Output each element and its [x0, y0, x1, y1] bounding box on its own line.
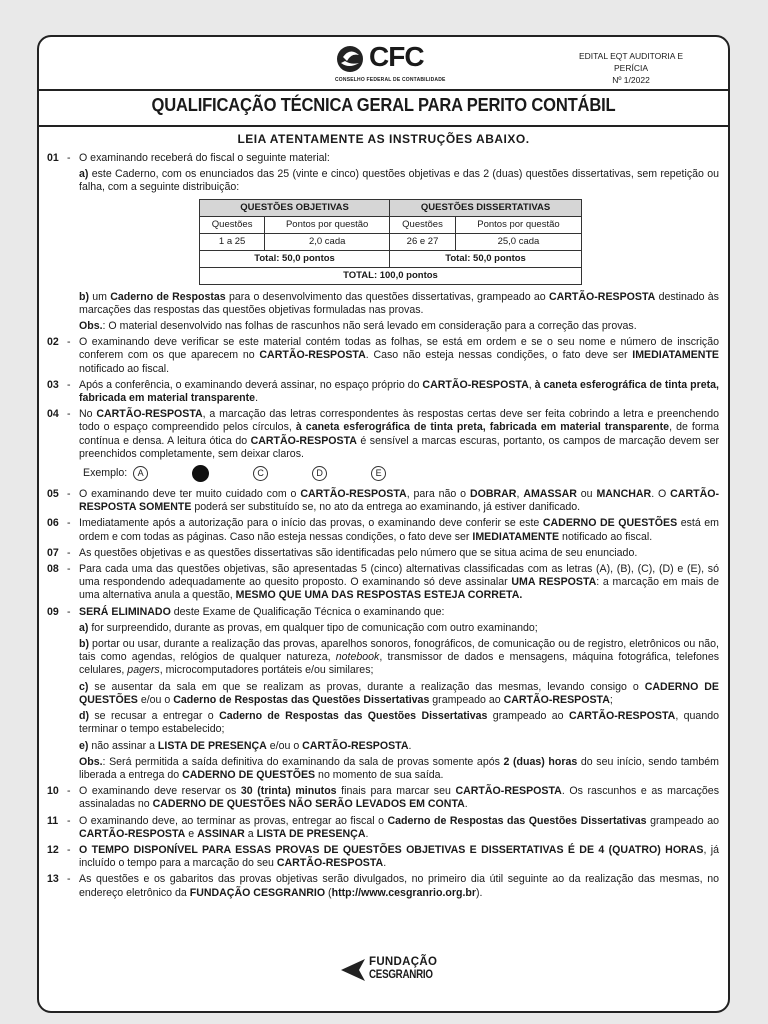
instruction-05: 05 - O examinando deve ter muito cuidado com o CARTÃO-RESPOSTA, para não o DOBRAR, AMASSAR ou MANCHAR. O CARTÃO-RESPOSTA SOMENTE poderá ser substituído se, no ato da entrega ao examinando, já estiver danificado. [47, 488, 719, 514]
instruction-03: 03 - Após a conferência, o examinando deverá assinar, no espaço próprio do CARTÃO-RESPOSTA, à caneta esferográfica de tinta preta, fabricada em material transparente. [47, 378, 719, 405]
table-col-pontos: Pontos por questão [265, 216, 390, 233]
page-title: QUALIFICAÇÃO TÉCNICA GERAL PARA PERITO CONTÁBIL [151, 95, 616, 115]
instructions [39, 132, 728, 903]
cesgranrio-logo [339, 951, 439, 1001]
instructions-heading: LEIA ATENTAMENTE AS INSTRUÇÕES ABAIXO. [237, 132, 530, 146]
cfc-logo [335, 43, 465, 87]
instruction-09: 09 - SERÁ ELIMINADO deste Exame de Qualificação Técnica o examinando que: a) for surpreendido, durante as provas, em qualquer tipo de comunicação com outro examinando; b) portar ou usar, durante a realização das provas, aparelhos sonoros, fonográficos, de comunicação ou de registro, eletrônicos ou não, tais como agendas, relógios de qualquer natureza, notebook, transmissor de dados e mensagens, máquina fotográfica, telefones celulares, pagers, microcomputadores portáteis e/ou similares; c) se ausentar da sala em que se realizam as provas, durante a realização das mesmas, levando consigo o CADERNO DE QUESTÕES e/ou o Caderno de Respostas das Questões Dissertativas grampeado ao CARTÃO-RESPOSTA; d) se recusar a entregar o Caderno de Respostas das Questões Dissertativas grampeado ao CARTÃO-RESPOSTA, quando terminar o tempo estabelecido; e) não assinar a LISTA DE PRESENÇA e/ou o CARTÃO-RESPOSTA. Obs.: Será permitida a saída definitiva do examinando da sala de provas somente após 2 (duas) horas do seu início, sendo também liberada a entrega do CADERNO DE QUESTÕES no momento de sua saída. [47, 605, 720, 781]
bubble-d: D [312, 466, 327, 481]
footer-line-2: CESGRANRIO [369, 969, 433, 981]
edital-info [551, 50, 701, 86]
distribution-table [199, 199, 582, 285]
instruction-10: 10 - O examinando deve reservar os 30 (trinta) minutos finais para marcar seu CARTÃO-RESPOSTA. Os rascunhos e as marcações assinaladas no CADERNO DE QUESTÕES NÃO SERÃO LEVADOS EM CONTA. [47, 785, 719, 811]
table-cell: 25,0 cada [455, 233, 581, 250]
edital-line-1: EDITAL EQT AUDITORIA E PERÍCIA [578, 51, 684, 73]
table-total: TOTAL: 100,0 pontos [200, 267, 582, 284]
bubble-e: E [371, 466, 386, 481]
example-label: Exemplo: [83, 466, 128, 479]
logo-text: CFC [369, 41, 424, 72]
instruction-12: 12 - O TEMPO DISPONÍVEL PARA ESSAS PROVAS DE QUESTÕES OBJETIVAS E DISSERTATIVAS É DE 4 (QUATRO) HORAS, já incluído o tempo para a marcação do seu CARTÃO-RESPOSTA. [47, 843, 719, 870]
table-cell: 26 e 27 [390, 233, 456, 250]
instruction-11: 11 - O examinando deve, ao terminar as provas, entregar ao fiscal o Caderno de Respostas das Questões Dissertativas grampeado ao CARTÃO-RESPOSTA e ASSINAR a LISTA DE PRESENÇA. [47, 814, 719, 840]
instruction-01: 01 - O examinando receberá do fiscal o seguinte material: a) este Caderno, com os enunciados das 25 (vinte e cinco) questões objetivas e das 2 (duas) questões dissertativas, sem repetição ou falha, com a seguinte distribuição: QUESTÕES OBJETIVAS QUESTÕES DISSERTATIVAS Questões Pontos por questão Questões Pontos por questão 1 a 25 2,0 cada 26 e 27 25,0 cada Total: 50,0 pontos Total: 50,0 pontos TOTAL: 100,0 pontos b) um Caderno de Respostas para o desenvolvimento das questões dissertativas, grampeado ao CARTÃO-RESPOSTA destinado às marcações das respostas das questões objetivas formuladas nas provas. Obs.: O material desenvolvido nas folhas de rascunhos não será levado em consideração para a correção das provas. [47, 152, 719, 333]
instruction-13: 13 - As questões e os gabaritos das provas objetivas serão divulgados, no primeiro dia útil seguinte ao da realização das mesmas, no endereço eletrônico da FUNDAÇÃO CESGRANRIO (http://www.cesgranrio.org.br). [47, 873, 719, 899]
instruction-07: 07 - As questões objetivas e as questões dissertativas são identificadas pelo número que se situa acima de seu enunciado. [47, 546, 638, 559]
bubble-b-filled [192, 465, 209, 482]
table-header-objetivas: QUESTÕES OBJETIVAS [200, 199, 390, 216]
table-header-dissertativas: QUESTÕES DISSERTATIVAS [390, 199, 582, 216]
footer-line-1: FUNDAÇÃO [369, 956, 438, 968]
cesgranrio-arrow-icon [339, 957, 367, 983]
bubble-c: C [253, 466, 268, 481]
marking-example [83, 465, 719, 482]
cfc-emblem-icon [335, 43, 365, 75]
table-subtotal: Total: 50,0 pontos [200, 250, 390, 267]
instruction-04: 04 - No CARTÃO-RESPOSTA, a marcação das letras correspondentes às respostas certas deve ser feita cobrindo a letra e preenchendo todo o espaço compreendido pelos círculos, à caneta esferográfica de tinta preta, fabricada em material transparente, de forma contínua e densa. A leitura ótica do CARTÃO-RESPOSTA é sensível a marcas escuras, portanto, os campos de marcação devem ser preenchidos completamente, sem deixar claros. Exemplo: A C D E [39, 408, 728, 482]
table-col-pontos: Pontos por questão [455, 216, 581, 233]
table-col-questoes: Questões [390, 216, 456, 233]
bubble-a: A [133, 466, 148, 481]
title-divider [39, 125, 728, 127]
edital-line-2: Nº 1/2022 [612, 75, 650, 85]
instruction-06: 06 - Imediatamente após a autorização para o início das provas, o examinando deve conferir se este CADERNO DE QUESTÕES está em ordem e com todas as páginas. Caso não esteja nessas condições, o fato deve ser IMEDIATAMENTE notificado ao fiscal. [47, 517, 719, 543]
instruction-02: 02 - O examinando deve verificar se este material contém todas as folhas, se está em ordem e se o seu nome e número de inscrição conferem com os que aparecem no CARTÃO-RESPOSTA. Caso não esteja nessas condições, o fato deve ser IMEDIATAMENTE notificado ao fiscal. [47, 336, 719, 375]
logo-subtitle: CONSELHO FEDERAL DE CONTABILIDADE [335, 77, 446, 83]
exam-cover-page [37, 35, 730, 1013]
table-cell: 2,0 cada [265, 233, 390, 250]
table-subtotal: Total: 50,0 pontos [390, 250, 582, 267]
table-col-questoes: Questões [200, 216, 265, 233]
table-cell: 1 a 25 [200, 233, 265, 250]
instruction-08: 08 - Para cada uma das questões objetivas, são apresentadas 5 (cinco) alternativas classificadas com as letras (A), (B), (C), (D) e (E), só uma respondendo adequadamente ao quesito proposto. O examinando só deve assinalar UMA RESPOSTA: a marcação em mais de uma alternativa anula a questão, MESMO QUE UMA DAS RESPOSTAS ESTEJA CORRETA. [47, 563, 719, 602]
header-divider [39, 89, 728, 91]
